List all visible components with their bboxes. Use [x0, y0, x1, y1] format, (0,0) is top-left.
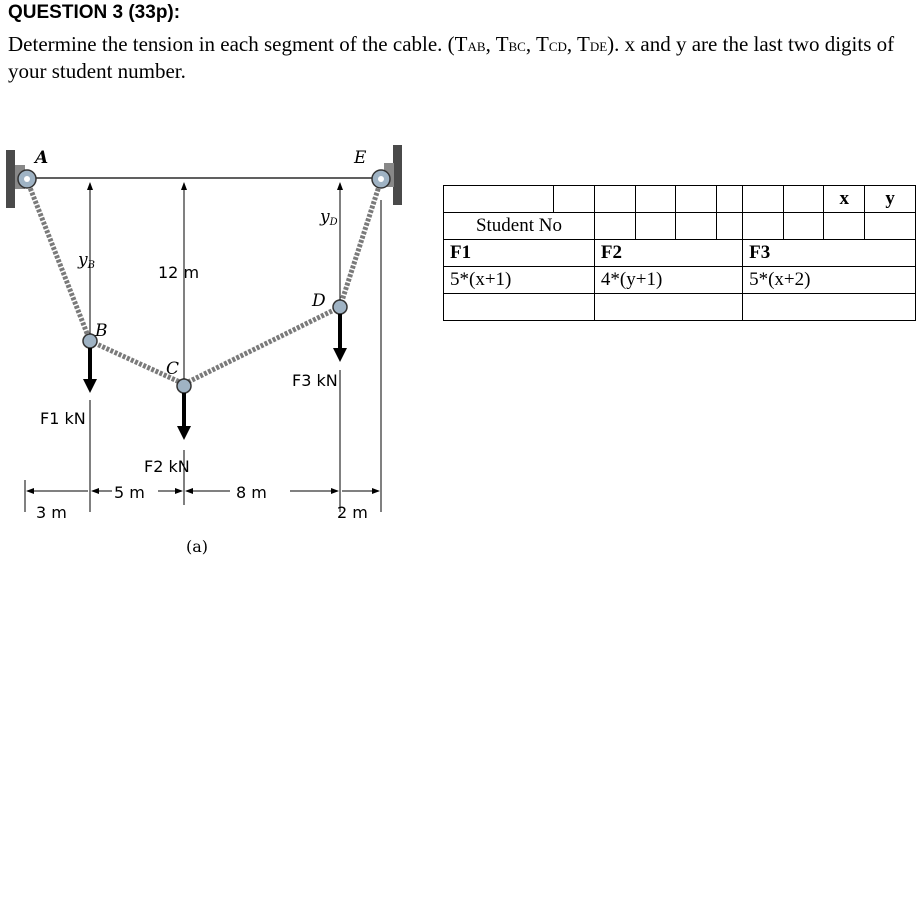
label-5m: 5 m — [114, 483, 145, 502]
pin-d — [333, 300, 347, 314]
figure-caption: (a) — [186, 537, 209, 556]
cable-diagram — [0, 130, 420, 570]
table-row-top — [444, 186, 916, 213]
label-c: C — [166, 359, 180, 379]
question-title: QUESTION 3 (33p): — [8, 2, 181, 23]
tension-ab: TAB — [454, 32, 486, 56]
label-8m: 8 m — [236, 483, 267, 502]
y-digit-header: y — [865, 186, 916, 213]
student-data-table — [443, 185, 916, 321]
x-digit-header: x — [824, 186, 865, 213]
label-3m: 3 m — [36, 503, 67, 522]
label-f3: F3 kN — [292, 371, 338, 390]
f2-label: F2 — [594, 240, 742, 267]
label-2m: 2 m — [337, 503, 368, 522]
question-text-outro: ). x and y are the last two digits of your student number. — [8, 32, 895, 83]
extension-lines — [25, 200, 381, 512]
f1-label: F1 — [444, 240, 595, 267]
student-no-label: Student No — [444, 213, 595, 240]
label-yb: yB — [78, 250, 95, 271]
table-row-f-labels — [444, 240, 916, 267]
table-row-student — [444, 213, 916, 240]
question-text: Determine the tension in each segment of the cable. (TAB, TBC, TCD, TDE). x and y are the last two digits of your student number. — [8, 32, 895, 83]
f1-formula: 5*(x+1) — [444, 267, 595, 294]
label-f2: F2 kN — [144, 457, 190, 476]
tension-bc: TBC — [495, 32, 526, 56]
cable-segment-de — [340, 180, 381, 307]
question-text-intro: Determine the tension in each segment of the cable. ( — [8, 32, 455, 56]
label-e: E — [354, 148, 367, 168]
label-a: A — [35, 148, 49, 168]
label-yd: yD — [320, 207, 338, 228]
f2-formula: 4*(y+1) — [594, 267, 742, 294]
table-row-f-formulas — [444, 267, 916, 294]
tension-cd: TCD — [535, 32, 567, 56]
f3-formula: 5*(x+2) — [743, 267, 916, 294]
label-12m: 12 m — [158, 263, 200, 282]
table-row-empty — [444, 294, 916, 321]
label-f1: F1 kN — [40, 409, 86, 428]
f3-label: F3 — [743, 240, 916, 267]
label-b: B — [95, 321, 108, 341]
tension-de: TDE — [577, 32, 608, 56]
label-d: D — [312, 291, 326, 311]
pin-c — [177, 379, 191, 393]
